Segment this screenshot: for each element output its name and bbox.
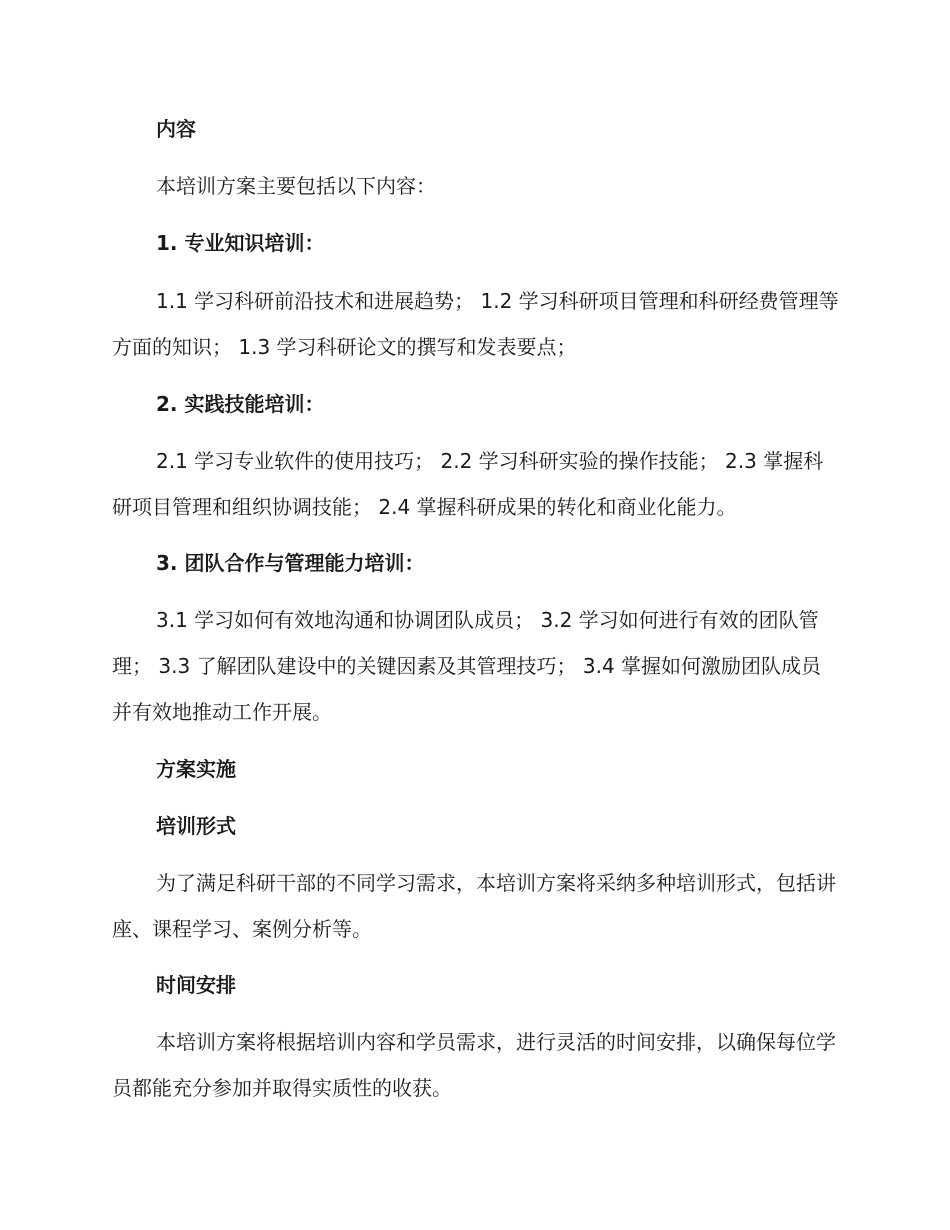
item1-heading: 1. 专业知识培训：	[156, 231, 325, 255]
item3-paragraph: 3.1 学习如何有效地沟通和协调团队成员； 3.2 学习如何进行有效的团队管理； 3.3 了解团队建设中的关键因素及其管理技巧； 3.4 掌握如何激励团队成员并有效地推动工作开展。	[112, 608, 822, 724]
schedule-heading: 时间安排	[156, 973, 236, 997]
intro-paragraph: 本培训方案主要包括以下内容：	[156, 174, 436, 198]
content-heading: 内容	[156, 117, 196, 141]
item1-paragraph: 1.1 学习科研前沿技术和进展趋势； 1.2 学习科研项目管理和科研经费管理等方面的知识； 1.3 学习科研论文的撰写和发表要点；	[112, 289, 839, 359]
item2-heading: 2. 实践技能培训：	[156, 392, 325, 416]
format-paragraph: 为了满足科研干部的不同学习需求，本培训方案将采纳多种培训形式，包括讲座、课程学习、案例分析等。	[112, 871, 836, 941]
implementation-heading: 方案实施	[156, 757, 236, 781]
item2-paragraph: 2.1 学习专业软件的使用技巧； 2.2 学习科研实验的操作技能； 2.3 掌握科研项目管理和组织协调技能； 2.4 掌握科研成果的转化和商业化能力。	[112, 449, 824, 519]
format-heading: 培训形式	[156, 814, 236, 838]
item3-heading: 3. 团队合作与管理能力培训：	[156, 551, 425, 575]
schedule-paragraph: 本培训方案将根据培训内容和学员需求，进行灵活的时间安排，以确保每位学员都能充分参加并取得实质性的收获。	[112, 1030, 836, 1100]
